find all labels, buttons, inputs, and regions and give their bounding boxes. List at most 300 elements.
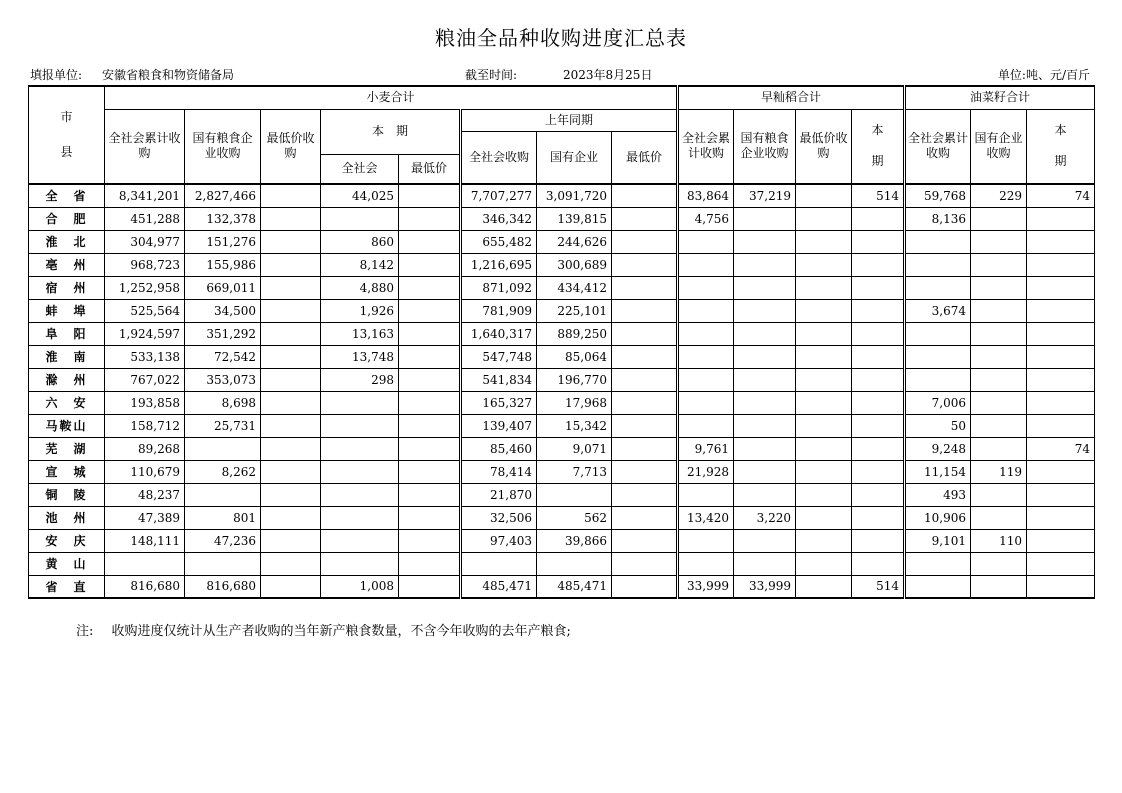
- value-cell: 8,698: [185, 391, 261, 414]
- value-cell: [905, 575, 971, 598]
- value-cell: [185, 552, 261, 575]
- last-year-all-header: 全社会收购: [461, 131, 537, 184]
- value-cell: [971, 391, 1027, 414]
- value-cell: [612, 368, 678, 391]
- value-cell: 139,407: [461, 414, 537, 437]
- value-cell: [399, 414, 461, 437]
- rapeseed-group-header: 油菜籽合计: [905, 86, 1095, 109]
- value-cell: 74: [1027, 184, 1095, 207]
- value-cell: 85,460: [461, 437, 537, 460]
- rapeseed-cumulative-header: 全社会累计收购: [905, 109, 971, 184]
- value-cell: 34,500: [185, 299, 261, 322]
- value-cell: [796, 552, 852, 575]
- table-row: [29, 552, 1095, 575]
- value-cell: [734, 345, 796, 368]
- value-cell: 119: [971, 460, 1027, 483]
- measurement-unit: 单位:吨、元/百斤: [997, 68, 1090, 82]
- value-cell: [796, 253, 852, 276]
- value-cell: 485,471: [537, 575, 612, 598]
- city-name-cell: 铜 陵: [29, 483, 105, 506]
- value-cell: 434,412: [537, 276, 612, 299]
- value-cell: [678, 322, 734, 345]
- rice-minprice-header: 最低价收购: [796, 109, 852, 184]
- value-cell: 767,022: [105, 368, 185, 391]
- value-cell: [261, 437, 321, 460]
- value-cell: [612, 345, 678, 368]
- value-cell: 25,731: [185, 414, 261, 437]
- value-cell: [852, 299, 905, 322]
- value-cell: 353,073: [185, 368, 261, 391]
- value-cell: 9,761: [678, 437, 734, 460]
- value-cell: 44,025: [321, 184, 399, 207]
- value-cell: [678, 483, 734, 506]
- value-cell: 816,680: [105, 575, 185, 598]
- value-cell: [971, 437, 1027, 460]
- value-cell: [261, 184, 321, 207]
- early-rice-group-header: 早籼稻合计: [678, 86, 905, 109]
- value-cell: 15,342: [537, 414, 612, 437]
- value-cell: 148,111: [105, 529, 185, 552]
- value-cell: [399, 552, 461, 575]
- value-cell: 11,154: [905, 460, 971, 483]
- value-cell: 9,248: [905, 437, 971, 460]
- value-cell: 83,864: [678, 184, 734, 207]
- value-cell: 1,252,958: [105, 276, 185, 299]
- value-cell: 547,748: [461, 345, 537, 368]
- city-name-cell: 阜 阳: [29, 322, 105, 345]
- city-name-cell: 马鞍山: [29, 414, 105, 437]
- value-cell: 3,091,720: [537, 184, 612, 207]
- value-cell: [1027, 322, 1095, 345]
- value-cell: 47,236: [185, 529, 261, 552]
- value-cell: [399, 230, 461, 253]
- wheat-period-header: 本 期: [321, 109, 461, 154]
- value-cell: [399, 184, 461, 207]
- value-cell: [321, 529, 399, 552]
- reporting-unit-value: 安徽省粮食和物资储备局: [102, 68, 235, 82]
- value-cell: [261, 414, 321, 437]
- value-cell: [612, 506, 678, 529]
- value-cell: [678, 276, 734, 299]
- value-cell: [852, 253, 905, 276]
- table-row: [29, 230, 1095, 253]
- value-cell: 4,880: [321, 276, 399, 299]
- value-cell: [399, 391, 461, 414]
- reporting-unit-label: 填报单位:: [30, 68, 83, 82]
- value-cell: 225,101: [537, 299, 612, 322]
- value-cell: [261, 483, 321, 506]
- value-cell: [796, 299, 852, 322]
- value-cell: 8,142: [321, 253, 399, 276]
- value-cell: 8,341,201: [105, 184, 185, 207]
- value-cell: 21,928: [678, 460, 734, 483]
- value-cell: [734, 414, 796, 437]
- value-cell: [399, 437, 461, 460]
- wheat-state-header: 国有粮食企业收购: [185, 109, 261, 184]
- value-cell: [971, 230, 1027, 253]
- wheat-period-all-header: 全社会: [321, 154, 399, 184]
- value-cell: [321, 552, 399, 575]
- value-cell: [1027, 529, 1095, 552]
- value-cell: [852, 552, 905, 575]
- value-cell: 860: [321, 230, 399, 253]
- footnote-label: 注:: [76, 624, 94, 639]
- value-cell: [971, 322, 1027, 345]
- value-cell: 669,011: [185, 276, 261, 299]
- value-cell: [971, 575, 1027, 598]
- value-cell: [261, 368, 321, 391]
- value-cell: 871,092: [461, 276, 537, 299]
- rapeseed-period-line2: 期: [1054, 154, 1067, 169]
- value-cell: 562: [537, 506, 612, 529]
- city-name-cell: 池 州: [29, 506, 105, 529]
- value-cell: [796, 230, 852, 253]
- value-cell: [678, 529, 734, 552]
- value-cell: [678, 345, 734, 368]
- city-name-cell: 宿 州: [29, 276, 105, 299]
- value-cell: [852, 391, 905, 414]
- city-name-cell: 宣 城: [29, 460, 105, 483]
- value-cell: [537, 552, 612, 575]
- value-cell: 110: [971, 529, 1027, 552]
- value-cell: [971, 253, 1027, 276]
- city-column-header: [29, 86, 105, 184]
- value-cell: [1027, 552, 1095, 575]
- value-cell: [612, 575, 678, 598]
- value-cell: [852, 529, 905, 552]
- table-row: [29, 253, 1095, 276]
- city-name-cell: 蚌 埠: [29, 299, 105, 322]
- value-cell: 346,342: [461, 207, 537, 230]
- value-cell: 33,999: [734, 575, 796, 598]
- table-row: [29, 368, 1095, 391]
- value-cell: [612, 207, 678, 230]
- value-cell: 89,268: [105, 437, 185, 460]
- value-cell: [971, 276, 1027, 299]
- value-cell: [852, 322, 905, 345]
- value-cell: [971, 552, 1027, 575]
- rapeseed-period-header: [1027, 109, 1095, 184]
- value-cell: [734, 207, 796, 230]
- value-cell: [1027, 391, 1095, 414]
- value-cell: [261, 207, 321, 230]
- value-cell: 3,220: [734, 506, 796, 529]
- value-cell: [734, 276, 796, 299]
- value-cell: 47,389: [105, 506, 185, 529]
- value-cell: [261, 575, 321, 598]
- value-cell: [612, 414, 678, 437]
- city-header-line1: 市: [60, 110, 73, 124]
- value-cell: 13,748: [321, 345, 399, 368]
- value-cell: [971, 506, 1027, 529]
- summary-table: [28, 85, 1095, 599]
- value-cell: [612, 184, 678, 207]
- value-cell: [734, 322, 796, 345]
- value-cell: [185, 483, 261, 506]
- table-row: [29, 391, 1095, 414]
- city-name-cell: 六 安: [29, 391, 105, 414]
- value-cell: 139,815: [537, 207, 612, 230]
- value-cell: [796, 483, 852, 506]
- value-cell: 298: [321, 368, 399, 391]
- value-cell: [461, 552, 537, 575]
- value-cell: 304,977: [105, 230, 185, 253]
- value-cell: [261, 322, 321, 345]
- value-cell: [612, 299, 678, 322]
- value-cell: 110,679: [105, 460, 185, 483]
- value-cell: [852, 276, 905, 299]
- value-cell: [399, 276, 461, 299]
- city-name-cell: 黄 山: [29, 552, 105, 575]
- rapeseed-period-line1: 本: [1054, 123, 1067, 138]
- value-cell: [105, 552, 185, 575]
- city-name-cell: 亳 州: [29, 253, 105, 276]
- value-cell: [796, 184, 852, 207]
- value-cell: [905, 368, 971, 391]
- table-row: [29, 345, 1095, 368]
- value-cell: [1027, 575, 1095, 598]
- value-cell: [971, 345, 1027, 368]
- value-cell: 7,707,277: [461, 184, 537, 207]
- value-cell: [905, 276, 971, 299]
- value-cell: [971, 483, 1027, 506]
- value-cell: [399, 322, 461, 345]
- value-cell: [261, 345, 321, 368]
- value-cell: [734, 368, 796, 391]
- value-cell: [399, 368, 461, 391]
- footnote: [76, 620, 585, 639]
- value-cell: 37,219: [734, 184, 796, 207]
- value-cell: [1027, 207, 1095, 230]
- wheat-minprice-header: 最低价收购: [261, 109, 321, 184]
- value-cell: 7,713: [537, 460, 612, 483]
- table-row: [29, 483, 1095, 506]
- value-cell: [612, 230, 678, 253]
- value-cell: 451,288: [105, 207, 185, 230]
- value-cell: 9,071: [537, 437, 612, 460]
- cutoff-date-value: 2023年8月25日: [563, 68, 653, 82]
- value-cell: 816,680: [185, 575, 261, 598]
- value-cell: 7,006: [905, 391, 971, 414]
- value-cell: 48,237: [105, 483, 185, 506]
- value-cell: 9,101: [905, 529, 971, 552]
- value-cell: [1027, 506, 1095, 529]
- value-cell: [796, 391, 852, 414]
- value-cell: [971, 207, 1027, 230]
- value-cell: 13,420: [678, 506, 734, 529]
- value-cell: [399, 253, 461, 276]
- value-cell: [399, 575, 461, 598]
- table-row: [29, 460, 1095, 483]
- city-name-cell: 全 省: [29, 184, 105, 207]
- value-cell: 155,986: [185, 253, 261, 276]
- value-cell: [612, 437, 678, 460]
- value-cell: 1,640,317: [461, 322, 537, 345]
- value-cell: [1027, 230, 1095, 253]
- value-cell: [321, 483, 399, 506]
- value-cell: 3,674: [905, 299, 971, 322]
- wheat-cumulative-header: 全社会累计收购: [105, 109, 185, 184]
- value-cell: 13,163: [321, 322, 399, 345]
- last-year-minprice-header: 最低价: [612, 131, 678, 184]
- value-cell: [399, 299, 461, 322]
- table-row: [29, 299, 1095, 322]
- value-cell: [905, 345, 971, 368]
- value-cell: 17,968: [537, 391, 612, 414]
- value-cell: [796, 506, 852, 529]
- value-cell: [321, 460, 399, 483]
- city-name-cell: 滁 州: [29, 368, 105, 391]
- table-row: [29, 276, 1095, 299]
- value-cell: 889,250: [537, 322, 612, 345]
- value-cell: [321, 391, 399, 414]
- value-cell: 229: [971, 184, 1027, 207]
- city-name-cell: 淮 北: [29, 230, 105, 253]
- value-cell: [905, 253, 971, 276]
- value-cell: 514: [852, 184, 905, 207]
- value-cell: 59,768: [905, 184, 971, 207]
- value-cell: 514: [852, 575, 905, 598]
- value-cell: 72,542: [185, 345, 261, 368]
- value-cell: [399, 506, 461, 529]
- value-cell: 74: [1027, 437, 1095, 460]
- rice-state-header: 国有粮食企业收购: [734, 109, 796, 184]
- value-cell: [971, 299, 1027, 322]
- value-cell: [612, 253, 678, 276]
- rice-period-header: [852, 109, 905, 184]
- value-cell: [734, 253, 796, 276]
- value-cell: [852, 368, 905, 391]
- value-cell: 85,064: [537, 345, 612, 368]
- value-cell: [1027, 299, 1095, 322]
- rice-period-line1: 本: [871, 123, 884, 138]
- value-cell: 1,008: [321, 575, 399, 598]
- city-name-cell: 芜 湖: [29, 437, 105, 460]
- value-cell: 97,403: [461, 529, 537, 552]
- value-cell: [734, 299, 796, 322]
- value-cell: [612, 322, 678, 345]
- value-cell: [796, 460, 852, 483]
- table-row: [29, 207, 1095, 230]
- value-cell: 533,138: [105, 345, 185, 368]
- table-row: [29, 322, 1095, 345]
- value-cell: [796, 276, 852, 299]
- table-body: [29, 184, 1095, 598]
- value-cell: [399, 207, 461, 230]
- value-cell: [971, 414, 1027, 437]
- value-cell: [612, 391, 678, 414]
- last-year-state-header: 国有企业: [537, 131, 612, 184]
- value-cell: 33,999: [678, 575, 734, 598]
- value-cell: 485,471: [461, 575, 537, 598]
- value-cell: [612, 552, 678, 575]
- value-cell: [852, 345, 905, 368]
- value-cell: [399, 529, 461, 552]
- value-cell: [321, 414, 399, 437]
- city-name-cell: 安 庆: [29, 529, 105, 552]
- value-cell: [734, 552, 796, 575]
- value-cell: [612, 483, 678, 506]
- value-cell: [796, 437, 852, 460]
- city-header-line2: 县: [60, 145, 73, 159]
- value-cell: [734, 230, 796, 253]
- value-cell: 158,712: [105, 414, 185, 437]
- value-cell: [796, 207, 852, 230]
- value-cell: [678, 414, 734, 437]
- value-cell: 781,909: [461, 299, 537, 322]
- value-cell: [734, 391, 796, 414]
- value-cell: [399, 460, 461, 483]
- value-cell: [1027, 368, 1095, 391]
- value-cell: [185, 437, 261, 460]
- value-cell: 1,216,695: [461, 253, 537, 276]
- value-cell: [678, 368, 734, 391]
- value-cell: [796, 368, 852, 391]
- value-cell: [734, 529, 796, 552]
- value-cell: [1027, 345, 1095, 368]
- rice-period-line2: 期: [871, 154, 884, 169]
- value-cell: 968,723: [105, 253, 185, 276]
- value-cell: 78,414: [461, 460, 537, 483]
- value-cell: 8,262: [185, 460, 261, 483]
- value-cell: 32,506: [461, 506, 537, 529]
- value-cell: [852, 460, 905, 483]
- value-cell: [399, 345, 461, 368]
- value-cell: [971, 368, 1027, 391]
- value-cell: [905, 552, 971, 575]
- value-cell: [1027, 276, 1095, 299]
- value-cell: [852, 506, 905, 529]
- value-cell: [321, 207, 399, 230]
- value-cell: [796, 322, 852, 345]
- value-cell: [537, 483, 612, 506]
- value-cell: 193,858: [105, 391, 185, 414]
- value-cell: 493: [905, 483, 971, 506]
- value-cell: [678, 391, 734, 414]
- value-cell: 2,827,466: [185, 184, 261, 207]
- footnote-text: 收购进度仅统计从生产者收购的当年新产粮食数量，不含今年收购的去年产粮食;: [111, 624, 571, 639]
- value-cell: [261, 253, 321, 276]
- wheat-last-year-header: 上年同期: [461, 109, 678, 131]
- value-cell: [796, 414, 852, 437]
- table-row: [29, 437, 1095, 460]
- value-cell: [612, 529, 678, 552]
- value-cell: 10,906: [905, 506, 971, 529]
- page-title: 粮油全品种收购进度汇总表: [435, 26, 687, 50]
- value-cell: [321, 506, 399, 529]
- value-cell: [261, 391, 321, 414]
- value-cell: 8,136: [905, 207, 971, 230]
- value-cell: [734, 437, 796, 460]
- value-cell: [261, 460, 321, 483]
- value-cell: [612, 276, 678, 299]
- table-row: [29, 184, 1095, 207]
- value-cell: [261, 529, 321, 552]
- value-cell: [796, 529, 852, 552]
- value-cell: [852, 207, 905, 230]
- value-cell: [796, 345, 852, 368]
- table-row: [29, 575, 1095, 598]
- value-cell: 21,870: [461, 483, 537, 506]
- value-cell: [1027, 253, 1095, 276]
- value-cell: 1,926: [321, 299, 399, 322]
- value-cell: [1027, 483, 1095, 506]
- value-cell: 300,689: [537, 253, 612, 276]
- value-cell: [852, 437, 905, 460]
- value-cell: [734, 483, 796, 506]
- value-cell: 151,276: [185, 230, 261, 253]
- value-cell: [678, 253, 734, 276]
